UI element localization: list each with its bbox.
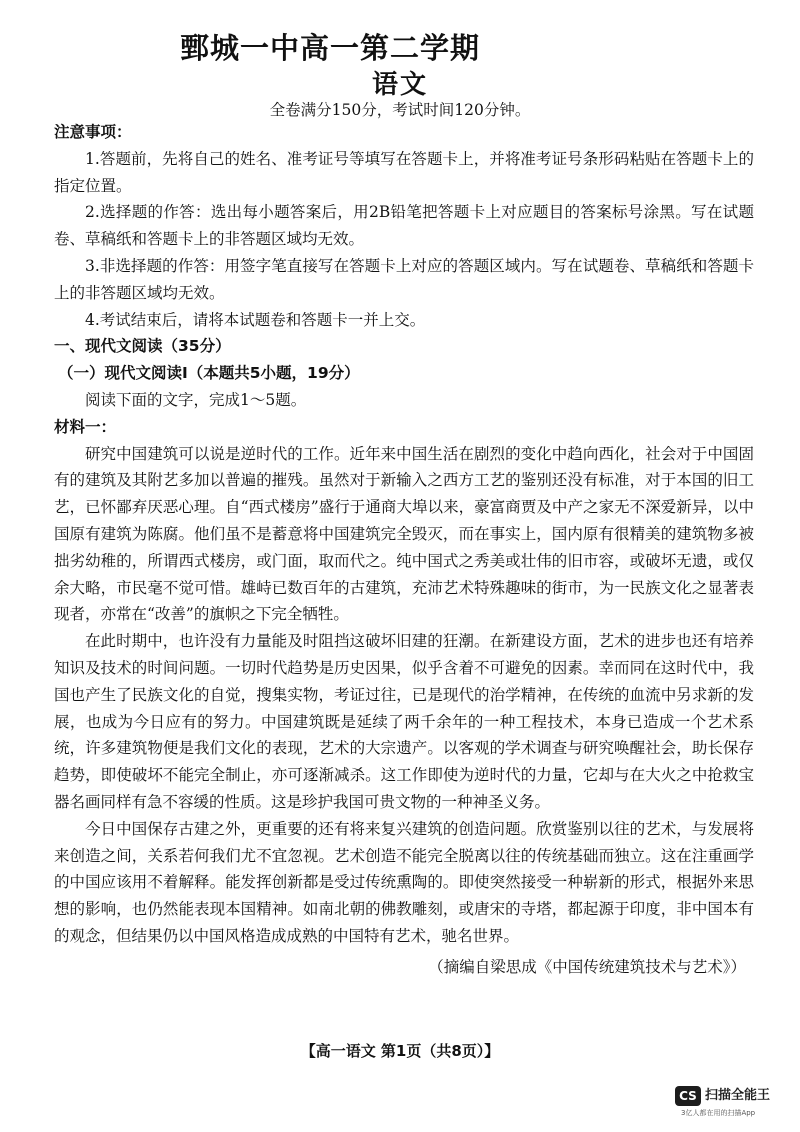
notice-item: 1.答题前，先将自己的姓名、准考证号等填写在答题卡上，并将准考证号条形码粘贴在答题卡上的指定位置。 [54,149,754,195]
notice-item: 2.选择题的作答：选出每小题答案后，用2B铅笔把答题卡上对应题目的答案标号涂黑。写在试题卷、草稿纸和答题卡上的非答题区域均无效。 [54,203,754,249]
scanner-tagline: 3亿人都在用的扫描App [681,1109,756,1117]
notice-heading: 注意事项： [54,123,132,141]
material-source: （摘编自梁思成《中国传统建筑技术与艺术》） [428,957,746,976]
scanner-logo-icon: CS [675,1086,701,1106]
subject-title: 语文 [371,70,428,100]
material-paragraph: 在此时期中，也许没有力量能及时阻挡这破坏旧建的狂潮。在新建设方面，艺术的进步也还有培养知识及技术的时间问题。一切时代趋势是历史因果，似乎含着不可避免的因素。幸而同在这时代中，我国也产生了民族文化的自觉，搜集实物，考证过往，已是现代的治学精神，在传统的血流中另求新的发展，也成为今日应有的努力。中国建筑既是延续了两千余年的一种工程技术，本身已造成一个艺术系统，许多建筑物便是我们文化的表现，艺术的大宗遗产。以客观的学术调查与研究唤醒社会，助长保存趋势，即使破坏不能完全制止，亦可逐渐减杀。这工作即使为逆时代的力量，它却与在大火之中抢救宝器名画同样有急不容缓的性质。这是珍护我国可贵文物的一种神圣义务。 [54,632,754,811]
material-paragraph: 研究中国建筑可以说是逆时代的工作。近年来中国生活在剧烈的变化中趋向西化，社会对于中国固有的建筑及其附艺多加以普遍的摧残。虽然对于新输入之西方工艺的鉴别还没有标准，对于本国的旧工艺，已怀鄙弃厌恶心理。自“西式楼房”盛行于通商大埠以来，豪富商贾及中产之家无不深爱新异，以中国原有建筑为陈腐。他们虽不是蓄意将中国建筑完全毁灭，而在事实上，国内原有很精美的建筑物多被拙劣幼稚的，所谓西式楼房，或门面，取而代之。纯中国式之秀美或壮伟的旧市容，或破坏无遗，或仅余大略，市民毫不觉可惜。雄峙已数百年的古建筑，充沛艺术特殊趣味的街市，为一民族文化之显著表现者，亦常在“改善”的旗帜之下完全牺牲。 [54,444,754,624]
material-paragraph: 今日中国保存古建之外，更重要的还有将来复兴建筑的创造问题。欣赏鉴别以往的艺术，与发展将来创造之间，关系若何我们尤不宜忽视。艺术创造不能完全脱离以往的传统基础而独立。这在注重画学的中国应该用不着解释。能发挥创新都是受过传统熏陶的。即使突然接受一种崭新的形式，根据外来思想的影响，也仍然能表现本国精神。如南北朝的佛教雕刻，或唐宋的寺塔，都起源于印度，非中国本有的观念，但结果仍以中国风格造成成熟的中国特有艺术，驰名世界。 [54,819,754,945]
page-footer: 【高一语文 第1页（共8页）】 [300,1042,500,1060]
reading-instruction: 阅读下面的文字，完成1～5题。 [85,390,307,409]
section-subheading: （一）现代文阅读Ⅰ（本题共5小题，19分） [58,364,360,383]
scanner-name: 扫描全能王 [705,1088,771,1103]
material-label: 材料一： [54,417,117,436]
scanner-watermark [675,1082,793,1122]
exam-body [54,119,754,981]
exam-info: 全卷满分150分，考试时间120分钟。 [269,101,531,119]
exam-title: 鄄城一中高一第二学期 [179,31,480,65]
notice-item: 3.非选择题的作答：用签字笔直接写在答题卡上对应的答题区域内。写在试题卷、草稿纸和答题卡上的非答题区域均无效。 [54,256,754,302]
notice-item: 4.考试结束后，请将本试题卷和答题卡一并上交。 [85,310,426,329]
section-heading: 一、现代文阅读（35分） [54,337,231,356]
